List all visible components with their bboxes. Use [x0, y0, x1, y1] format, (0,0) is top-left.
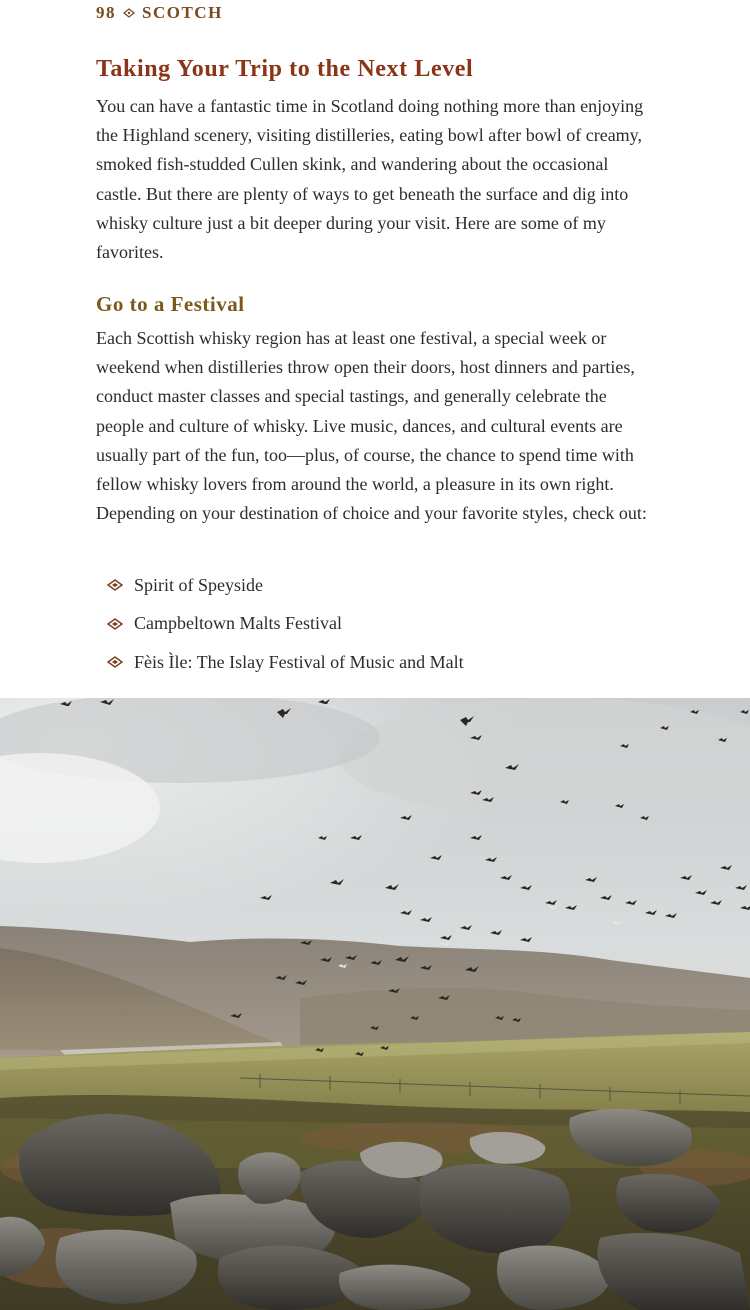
festival-name: Campbeltown Malts Festival — [134, 613, 342, 634]
running-head — [96, 3, 223, 23]
festival-paragraph-block — [96, 324, 656, 528]
section-title: Taking Your Trip to the Next Level — [96, 56, 474, 82]
landscape-photo — [0, 698, 750, 1310]
diamond-bullet-icon — [106, 618, 124, 630]
festival-name: Spirit of Speyside — [134, 574, 263, 595]
geese-over-highlands-image — [0, 698, 750, 1310]
festival-paragraph: Each Scottish whisky region has at least one festival, a special week or weekend when distilleries throw open their doors, host dinners and parties, conduct master classes and special tastings, and generally celebrate the people and culture of whisky. Live music, dances, and cultural events are usually part of the fun, too—plus, of course, the chance to spend time with fellow whisky lovers from around the world, a pleasure in its own right. Depending on your destination of choice and your favorite styles, check out: — [96, 328, 647, 524]
diamond-bullet-icon — [106, 656, 124, 668]
festival-list — [106, 566, 464, 682]
list-item — [106, 605, 464, 644]
list-item — [106, 566, 464, 605]
intro-paragraph-block — [96, 92, 656, 267]
running-head-section: SCOTCH — [142, 3, 223, 22]
diamond-bullet-icon — [106, 579, 124, 591]
festival-name: Fèis Ìle: The Islay Festival of Music and Malt — [134, 651, 464, 672]
diamond-ornament-icon — [122, 8, 136, 18]
intro-paragraph: You can have a fantastic time in Scotland doing nothing more than enjoying the Highland scenery, visiting distilleries, eating bowl after bowl of creamy, smoked fish-studded Cullen skink, and wandering about the occasional castle. But there are plenty of ways to get beneath the surface and dig into whisky culture just a bit deeper during your visit. Here are some of my favorites. — [96, 96, 644, 263]
page-number: 98 — [96, 3, 116, 22]
list-item — [106, 643, 464, 682]
subsection-title: Go to a Festival — [96, 292, 245, 316]
